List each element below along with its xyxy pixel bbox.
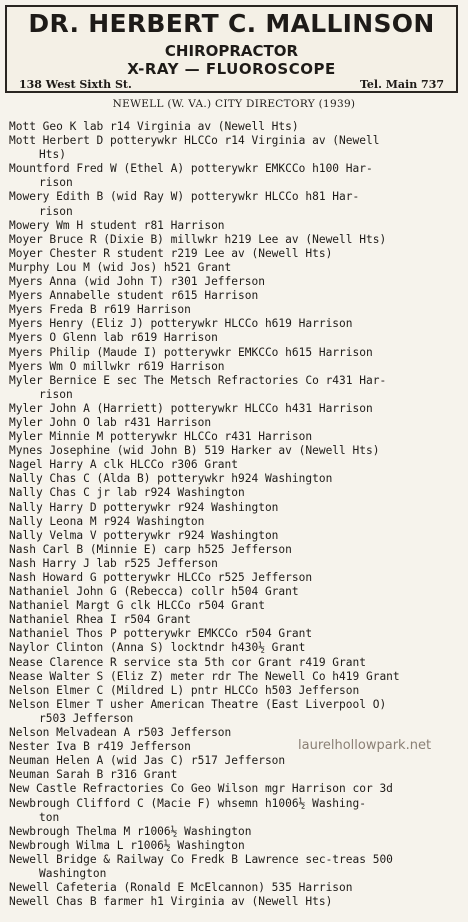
entry-line: Mott Herbert D potterywkr HLCCo r14 Virginia av (Newell bbox=[9, 134, 380, 148]
entry-line: Nally Harry D potterywkr r924 Washington bbox=[9, 500, 279, 514]
entry-line: Nease Clarence R service sta 5th cor Grant r419 Grant bbox=[9, 655, 366, 669]
directory-entry bbox=[9, 134, 459, 162]
entry-line: Myler Minnie M potterywkr HLCCo r431 Harrison bbox=[9, 430, 313, 444]
ad-name: DR. HERBERT C. MALLINSON bbox=[28, 9, 435, 38]
entry-line: Murphy Lou M (wid Jos) h521 Grant bbox=[9, 260, 232, 274]
directory-entry bbox=[9, 458, 459, 472]
directory-entry bbox=[9, 515, 459, 529]
directory-entry bbox=[9, 557, 459, 571]
watermark: laurelhollowpark.net bbox=[298, 738, 432, 753]
directory-entry bbox=[9, 430, 459, 444]
entry-continuation: r503 Jefferson bbox=[39, 711, 134, 725]
page-header: NEWELL (W. VA.) CITY DIRECTORY (1939) bbox=[112, 98, 356, 110]
directory-entry bbox=[9, 289, 459, 303]
directory-entry bbox=[9, 656, 459, 670]
directory-entry bbox=[9, 247, 459, 261]
entry-line: Newell Bridge & Railway Co Fredk B Lawrence sec-treas 500 bbox=[9, 852, 393, 866]
entry-line: Nally Chas C jr lab r924 Washington bbox=[9, 486, 245, 500]
directory-entry bbox=[9, 571, 459, 585]
entry-line: New Castle Refractories Co Geo Wilson mgr Harrison cor 3d bbox=[9, 782, 393, 796]
directory-entry bbox=[9, 317, 459, 331]
entry-line: Nash Harry J lab r525 Jefferson bbox=[9, 556, 218, 570]
entry-continuation: rison bbox=[39, 387, 73, 401]
directory-entry bbox=[9, 895, 459, 909]
directory-entry bbox=[9, 402, 459, 416]
entry-line: Nally Leona M r924 Washington bbox=[9, 514, 205, 528]
entry-line: Newell Cafeteria (Ronald E McElcannon) 535 Harrison bbox=[9, 881, 353, 895]
entry-line: Nathaniel Margt G clk HLCCo r504 Grant bbox=[9, 599, 265, 613]
entry-line: Nathaniel Thos P potterywkr EMKCCo r504 Grant bbox=[9, 627, 313, 641]
directory-entry bbox=[9, 881, 459, 895]
entry-line: Newbrough Thelma M r1006½ Washington bbox=[9, 824, 252, 838]
directory-entry bbox=[9, 275, 459, 289]
directory-entry bbox=[9, 233, 459, 247]
entry-line: Myers Freda B r619 Harrison bbox=[9, 303, 191, 317]
directory-entry bbox=[9, 825, 459, 839]
entry-line: Mott Geo K lab r14 Virginia av (Newell Hts) bbox=[9, 120, 299, 133]
entry-line: Mynes Josephine (wid John B) 519 Harker av (Newell Hts) bbox=[9, 444, 380, 458]
directory-entry bbox=[9, 698, 459, 726]
entry-line: Nelson Melvadean A r503 Jefferson bbox=[9, 726, 232, 740]
entry-continuation: ton bbox=[39, 810, 60, 824]
directory-entry bbox=[9, 472, 459, 486]
entry-line: Myler Bernice E sec The Metsch Refractories Co r431 Har- bbox=[9, 373, 387, 387]
entry-line: Myers O Glenn lab r619 Harrison bbox=[9, 331, 218, 345]
entry-line: Moyer Chester R student r219 Lee av (Newell Hts) bbox=[9, 246, 333, 260]
directory-entry bbox=[9, 839, 459, 853]
directory-entry bbox=[9, 190, 459, 218]
directory-entry bbox=[9, 261, 459, 275]
directory-entry bbox=[9, 782, 459, 796]
entry-line: Nash Howard G potterywkr HLCCo r525 Jefferson bbox=[9, 571, 313, 584]
directory-entry bbox=[9, 641, 459, 655]
entry-line: Myers Henry (Eliz J) potterywkr HLCCo h619 Harrison bbox=[9, 317, 353, 331]
entry-line: Myers Anna (wid John T) r301 Jefferson bbox=[9, 275, 265, 289]
entry-line: Newell Chas B farmer h1 Virginia av (Newell Hts) bbox=[9, 895, 333, 909]
directory-entry bbox=[9, 444, 459, 458]
directory-entry bbox=[9, 219, 459, 233]
ad-address: 138 West Sixth St. bbox=[19, 78, 132, 91]
entry-line: Myers Wm O millwkr r619 Harrison bbox=[9, 359, 225, 373]
entry-line: Newbrough Clifford C (Macie F) whsemn h1006½ Washing- bbox=[9, 796, 366, 810]
directory-entry bbox=[9, 613, 459, 627]
entry-continuation: Washington bbox=[39, 866, 107, 880]
entry-line: Neuman Sarah B r316 Grant bbox=[9, 768, 178, 782]
entry-line: Myers Philip (Maude I) potterywkr EMKCCo h615 Harrison bbox=[9, 345, 373, 359]
entry-line: Nally Velma V potterywkr r924 Washington bbox=[9, 528, 279, 542]
directory-entry bbox=[9, 797, 459, 825]
entry-continuation: rison bbox=[39, 176, 73, 190]
directory-entry bbox=[9, 501, 459, 515]
directory-entry bbox=[9, 360, 459, 374]
entry-line: Nester Iva B r419 Jefferson bbox=[9, 740, 191, 754]
directory-entry bbox=[9, 374, 459, 402]
entry-line: Nathaniel John G (Rebecca) collr h504 Grant bbox=[9, 585, 299, 599]
directory-entry bbox=[9, 853, 459, 881]
ad-services: X-RAY — FLUOROSCOPE bbox=[127, 60, 336, 78]
entry-line: Myler John A (Harriett) potterywkr HLCCo h431 Harrison bbox=[9, 401, 373, 415]
entry-line: Nash Carl B (Minnie E) carp h525 Jefferson bbox=[9, 542, 292, 556]
directory-entry bbox=[9, 754, 459, 768]
directory-entry bbox=[9, 670, 459, 684]
entry-line: Naylor Clinton (Anna S) locktndr h430½ Grant bbox=[9, 641, 306, 655]
entry-line: Nagel Harry A clk HLCCo r306 Grant bbox=[9, 458, 239, 472]
directory-entry bbox=[9, 120, 459, 134]
ad-telephone: Tel. Main 737 bbox=[359, 78, 444, 91]
entry-line: Myler John O lab r431 Harrison bbox=[9, 415, 212, 429]
directory-entry bbox=[9, 585, 459, 599]
entry-line: Nelson Elmer C (Mildred L) pntr HLCCo h503 Jefferson bbox=[9, 683, 360, 697]
directory-entry bbox=[9, 529, 459, 543]
directory-entry bbox=[9, 543, 459, 557]
entry-line: Nathaniel Rhea I r504 Grant bbox=[9, 613, 191, 627]
entry-continuation: rison bbox=[39, 204, 73, 218]
directory-entry bbox=[9, 599, 459, 613]
entry-line: Myers Annabelle student r615 Harrison bbox=[9, 289, 259, 303]
entry-line: Neuman Helen A (wid Jas C) r517 Jefferson bbox=[9, 754, 286, 768]
directory-listing bbox=[9, 120, 459, 909]
entry-continuation: Hts) bbox=[39, 148, 66, 162]
entry-line: Moyer Bruce R (Dixie B) millwkr h219 Lee av (Newell Hts) bbox=[9, 232, 387, 246]
directory-entry bbox=[9, 486, 459, 500]
entry-line: Mowery Edith B (wid Ray W) potterywkr HLCCo h81 Har- bbox=[9, 190, 360, 204]
directory-entry bbox=[9, 768, 459, 782]
directory-entry bbox=[9, 331, 459, 345]
entry-line: Nally Chas C (Alda B) potterywkr h924 Washington bbox=[9, 472, 333, 486]
entry-line: Mountford Fred W (Ethel A) potterywkr EMKCCo h100 Har- bbox=[9, 162, 373, 176]
directory-entry bbox=[9, 684, 459, 698]
directory-entry bbox=[9, 416, 459, 430]
directory-entry bbox=[9, 303, 459, 317]
advertisement-box bbox=[5, 5, 458, 93]
ad-profession: CHIROPRACTOR bbox=[164, 42, 299, 60]
entry-line: Nease Walter S (Eliz Z) meter rdr The Newell Co h419 Grant bbox=[9, 669, 400, 683]
entry-line: Mowery Wm H student r81 Harrison bbox=[9, 218, 225, 232]
entry-line: Nelson Elmer T usher American Theatre (East Liverpool O) bbox=[9, 697, 387, 711]
directory-entry bbox=[9, 162, 459, 190]
directory-entry bbox=[9, 627, 459, 641]
directory-entry bbox=[9, 346, 459, 360]
entry-line: Newbrough Wilma L r1006½ Washington bbox=[9, 838, 245, 852]
